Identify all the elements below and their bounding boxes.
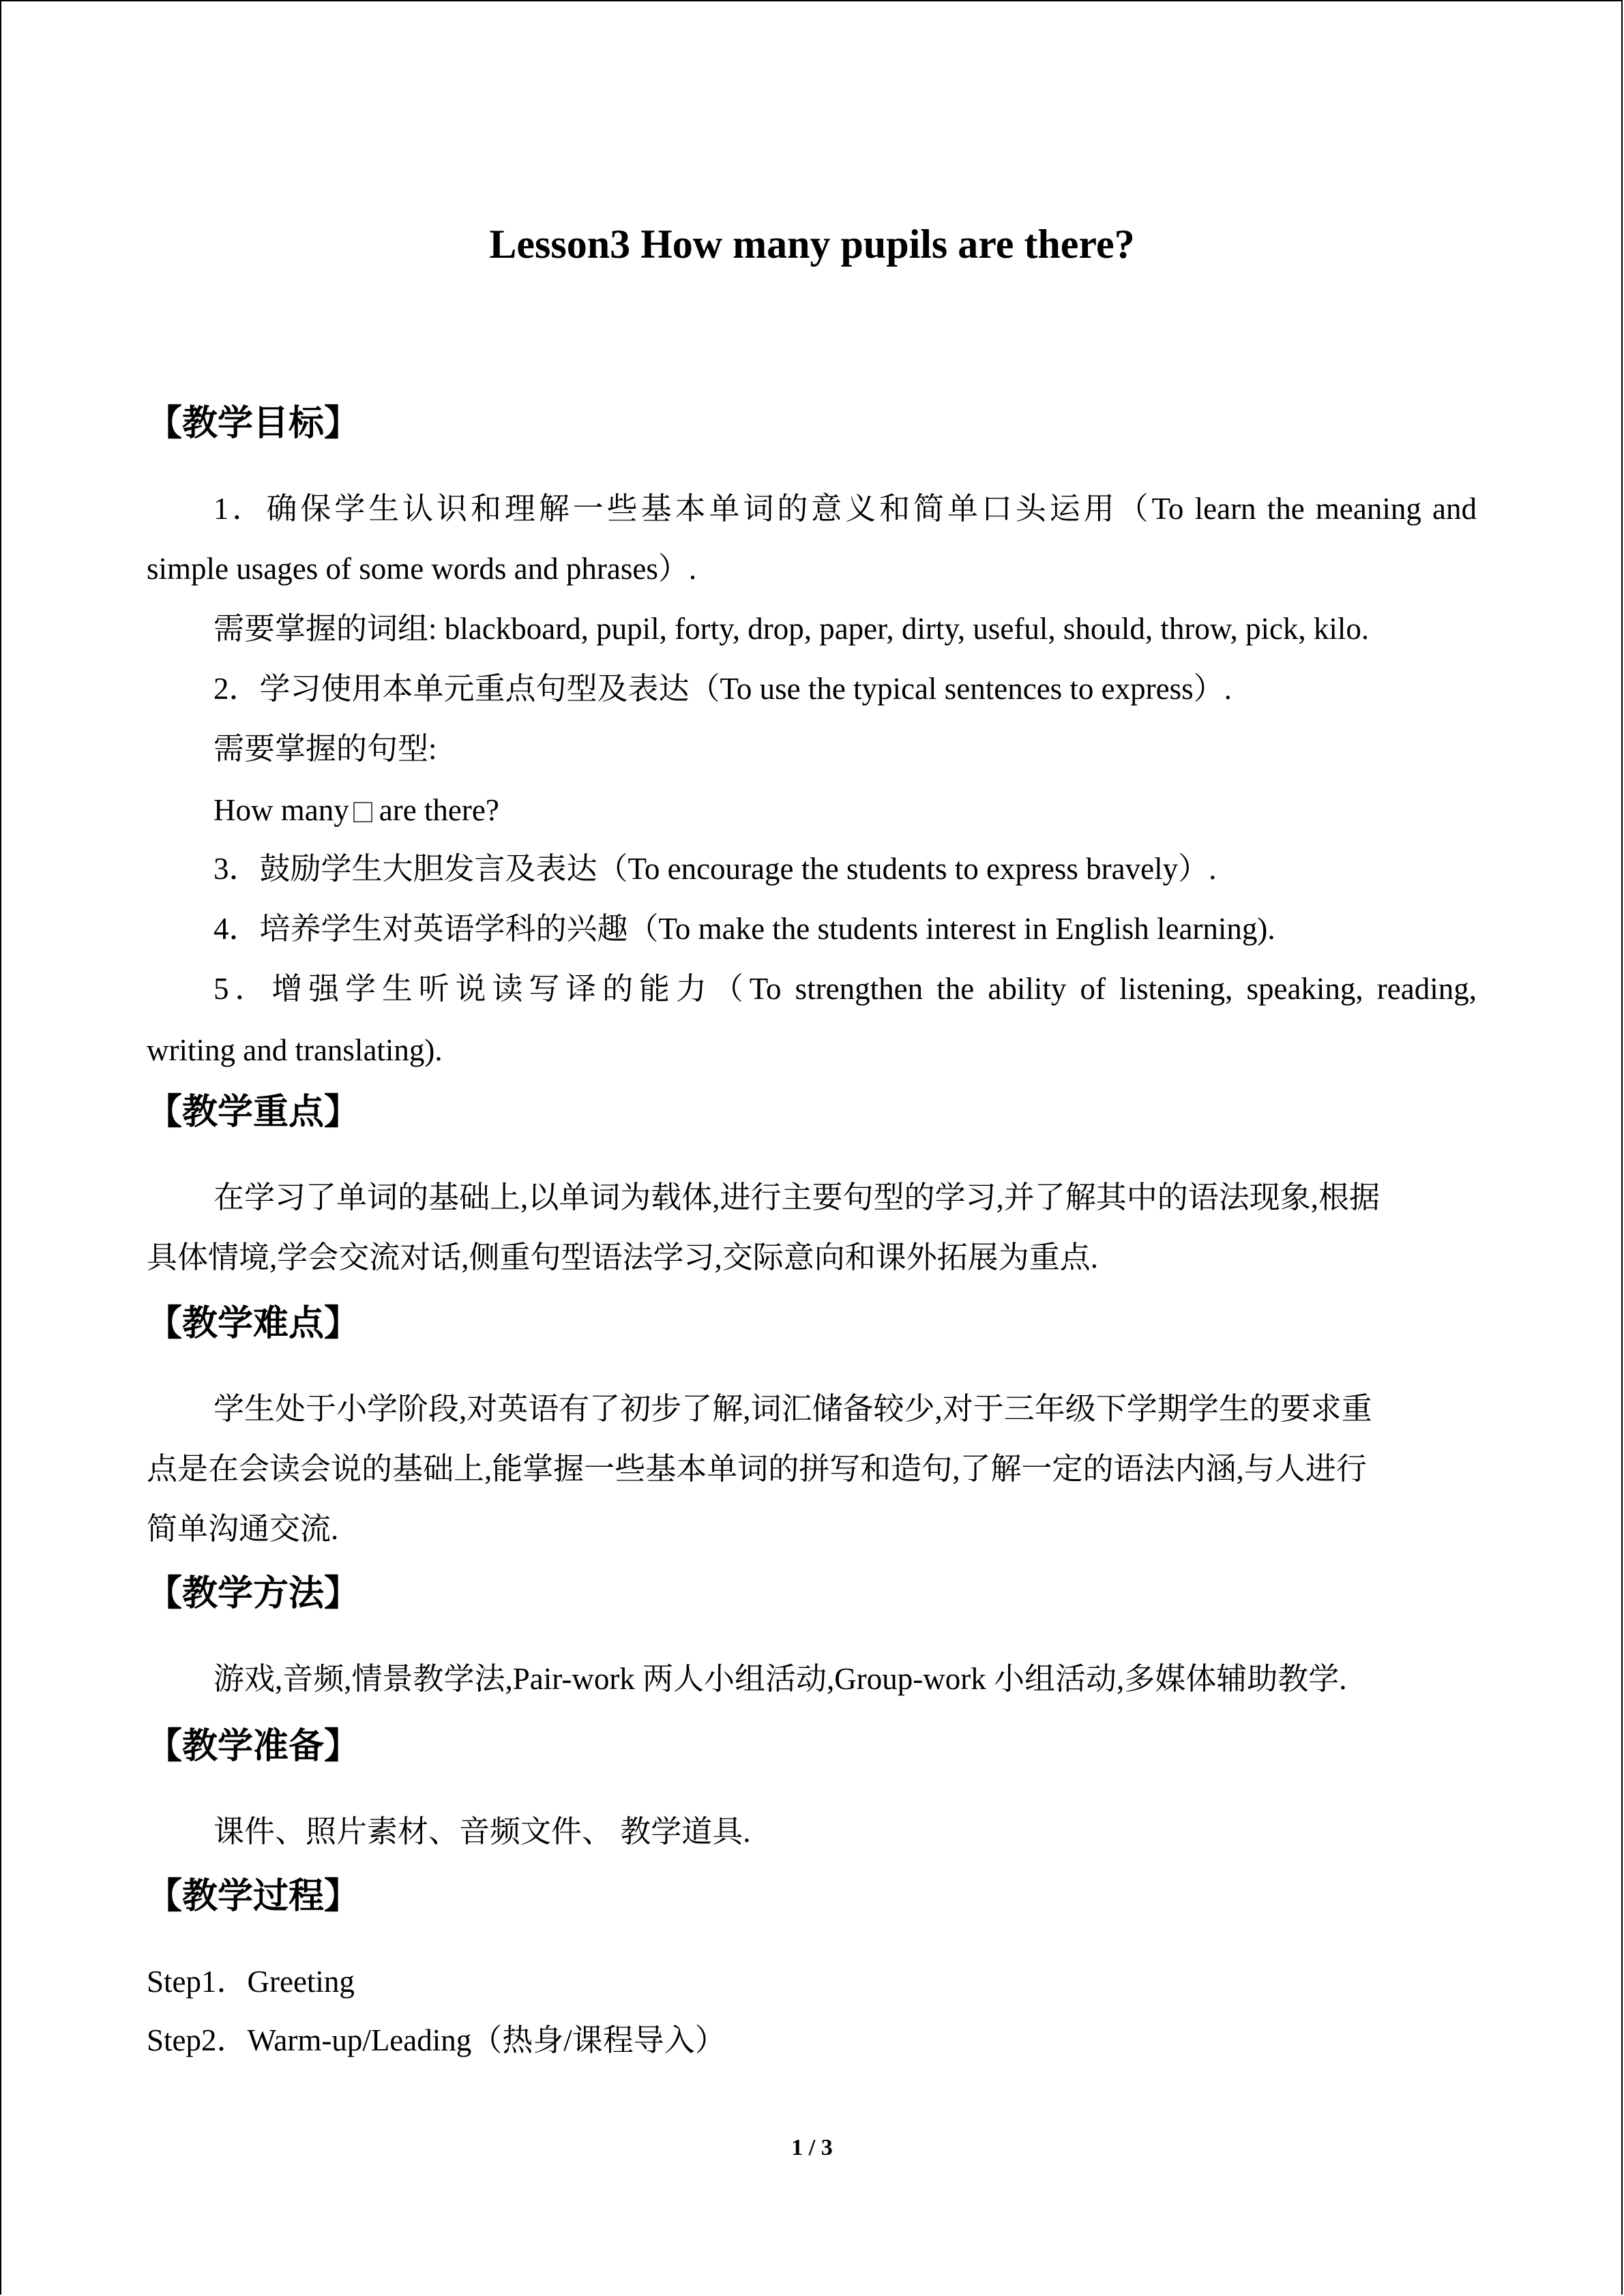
- page-number: 1 / 3: [791, 2135, 833, 2160]
- pattern-start: How many: [213, 793, 349, 827]
- heading-difficulties: 【教学难点】: [147, 1303, 360, 1344]
- process-step-2: Step2．Warm-up/Leading（热身/课程导入）: [147, 2023, 726, 2057]
- heading-objectives: 【教学目标】: [147, 403, 360, 444]
- heading-preparation: 【教学准备】: [147, 1726, 360, 1767]
- objective-2-line-1: 2．学习使用本单元重点句型及表达（To use the typical sentences to express）.: [213, 672, 1232, 706]
- objective-1-line-2: simple usages of some words and phrases）.: [147, 552, 697, 586]
- key-points-line-2: 具体情境,学会交流对话,侧重句型语法学习,交际意向和课外拓展为重点.: [147, 1240, 1099, 1274]
- preparation-line-1: 课件、照片素材、音频文件、 教学道具.: [213, 1815, 751, 1849]
- objective-1-phrases: 需要掌握的词组: blackboard, pupil, forty, drop, paper, dirty, useful, should, throw, pick, kilo.: [213, 612, 1370, 646]
- difficulties-line-2: 点是在会读会说的基础上,能掌握一些基本单词的拼写和造句,了解一定的语法内涵,与人进行: [147, 1452, 1367, 1486]
- objective-2-sentence-pattern: [213, 790, 499, 831]
- objective-5-line-1: 5．增强学生听说读写译的能力（To strengthen the ability of listening, speaking, reading,: [213, 972, 1477, 1006]
- objective-1-line-1: 1．确保学生认识和理解一些基本单词的意义和简单口头运用（To learn the meaning and: [213, 492, 1477, 526]
- objective-5-line-2: writing and translating).: [147, 1033, 443, 1067]
- blank-box-icon: [353, 802, 372, 822]
- heading-methods: 【教学方法】: [147, 1573, 360, 1614]
- process-step-1: Step1．Greeting: [147, 1965, 355, 1999]
- pattern-end: are there?: [379, 793, 499, 827]
- heading-process: 【教学过程】: [147, 1876, 360, 1917]
- document-title: Lesson3 How many pupils are there?: [489, 222, 1135, 267]
- methods-line-1: 游戏,音频,情景教学法,Pair-work 两人小组活动,Group-work 小组活动,多媒体辅助教学.: [213, 1662, 1347, 1696]
- heading-key-points: 【教学重点】: [147, 1092, 360, 1133]
- difficulties-line-1: 学生处于小学阶段,对英语有了初步了解,词汇储备较少,对于三年级下学期学生的要求重: [213, 1392, 1372, 1426]
- key-points-line-1: 在学习了单词的基础上,以单词为载体,进行主要句型的学习,并了解其中的语法现象,根据: [213, 1180, 1381, 1214]
- difficulties-line-3: 简单沟通交流.: [147, 1512, 339, 1546]
- objective-4: 4．培养学生对英语学科的兴趣（To make the students interest in English learning).: [213, 912, 1275, 946]
- objective-3: 3．鼓励学生大胆发言及表达（To encourage the students to express bravely）.: [213, 852, 1217, 886]
- objective-2-line-2: 需要掌握的句型:: [213, 732, 437, 766]
